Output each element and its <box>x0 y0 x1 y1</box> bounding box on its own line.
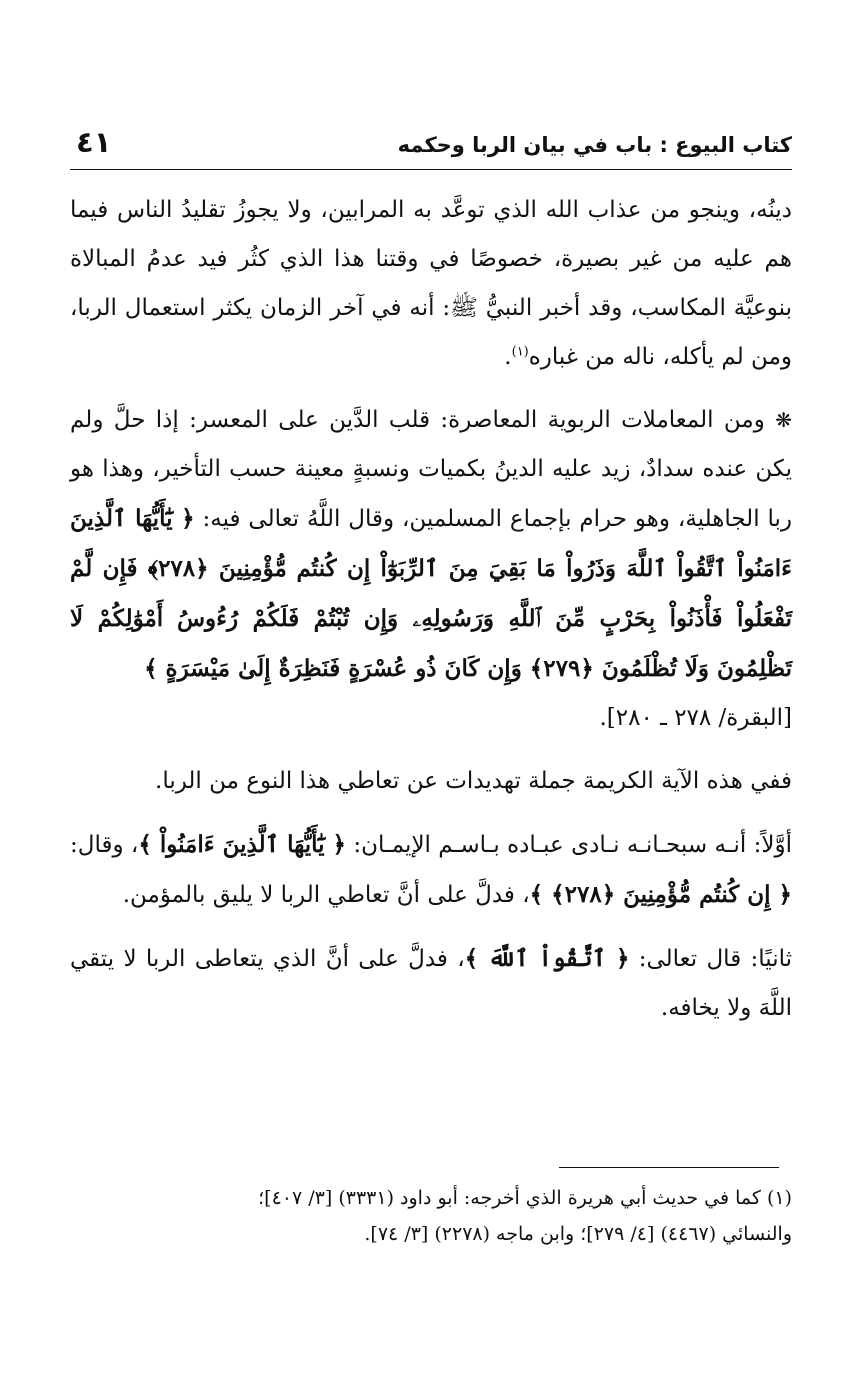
paragraph-2 <box>70 396 792 743</box>
text-line: ، فدلَّ على أنَّ الذي يتعاطى الربا <box>145 946 465 972</box>
text-line: استعمال الربا، ومن لم يأكله، ناله من غباره <box>70 295 792 370</box>
text-line: ، وقال: <box>70 832 139 858</box>
text-line: ومن المعاملات الربوية المعاصرة: قلب الدَّين على المعسر: إذا <box>155 407 765 433</box>
text-line: التأخير، وهذا هو ربا الجاهلية، وهو حرام بإجماع المسلمين، وقال اللَّهُ <box>70 456 793 532</box>
text-end: . <box>504 344 512 370</box>
paragraph-1 <box>70 186 792 382</box>
text-line: دينُه، وينجو من عذاب الله الذي توعَّد به المرابين، ولا يجوزُ تقليدُ الناس <box>116 197 792 223</box>
text-line: لا يتقي اللَّهَ ولا يخافه. <box>70 946 792 1021</box>
paragraph-3 <box>70 757 792 806</box>
footnote-line: (١) كما في حديث أبي هريرة الذي أخرجه: أبو داود (٣٣٣١) [٣/ ٤٠٧]؛ <box>258 1187 792 1209</box>
running-header <box>70 125 792 170</box>
quran-verse: أَمْوَٰلِكُمْ لَا تَظْلِمُونَ وَلَا تُظْلَمُونَ ﴿٢٧٩﴾ وَإِن كَانَ ذُو عُسْرَةٍ فَنَظِرَةٌ إِلَىٰ مَيْسَرَةٍ ﴾ <box>70 605 792 682</box>
footnote-ref[interactable]: (١) <box>511 344 529 360</box>
text-line: ثانيًا: قال تعالى: <box>638 946 793 972</box>
footnotes <box>57 1180 792 1252</box>
text-line: فيما هم عليه من غير بصيرة، خصوصًا في وقتنا هذا الذي كثُر فيد عدمُ <box>70 197 792 272</box>
verse-reference: [البقرة/ ٢٧٨ ـ ٢٨٠]. <box>599 705 792 731</box>
quran-verse: مُّؤْمِنِينَ ﴿٢٧٨﴾ فَإِن لَّمْ تَفْعَلُواْ فَأْذَنُواْ بِحَرْبٍ مِّنَ ٱللَّهِ وَرَسُولِهِۦ وَإِن تُبْتُمْ فَلَكُمْ رُءُوسُ <box>70 555 792 632</box>
text-line: ، فدلَّ على أنَّ تعاطي الربا لا يليق <box>212 882 530 908</box>
quran-verse: ﴿ إِن كُنتُم مُّؤْمِنِينَ ﴿٢٧٨﴾ ﴾ <box>529 881 792 908</box>
quran-verse: ﴿ ٱتَّقُواْ ٱللَّهَ ﴾ <box>464 945 630 972</box>
text-line: المبالاة بنوعيَّة المكاسب، وقد أخبر النبيُّ ﷺ: أنه في آخر الزمان يكثر <box>70 246 792 321</box>
text-line: أوَّلاً: أنـه سبحـانـه نـادى عبـاده بـاسـم الإيمـان: <box>353 832 792 858</box>
text-line: تعالى فيه: <box>202 506 300 532</box>
paragraph-4 <box>70 820 792 920</box>
page <box>70 125 792 1033</box>
text-line: حلَّ ولم يكن عنده سدادٌ، زيد عليه الدينُ بكميات ونسبةٍ معينة حسب <box>70 407 793 482</box>
quran-verse: ﴿ يَٰٓأَيُّهَا ٱلَّذِينَ ءَامَنُواْ ٱتَّقُواْ ٱللَّهَ وَذَرُواْ مَا بَقِيَ مِنَ ٱلرِّبَوٰٓاْ إِن كُنتُم <box>70 505 792 582</box>
text-line: الربا. <box>155 768 202 794</box>
quran-verse: ﴿ يَٰٓأَيُّهَا ٱلَّذِينَ ءَامَنُواْ ﴾ <box>138 831 347 858</box>
text-line: بالمؤمن. <box>122 882 206 908</box>
footnote-divider <box>559 1167 779 1168</box>
header-title: كتاب البيوع : باب في بيان الربا وحكمه <box>397 133 792 157</box>
text-line: ففي هذه الآية الكريمة جملة تهديدات عن تعاطي هذا النوع من <box>209 768 792 794</box>
star-bullet-icon: ❋ <box>775 408 792 432</box>
footnote-line: والنسائي (٤٤٦٧) [٤/ ٢٧٩]؛ وابن ماجه (٢٢٧٨) [٣/ ٧٤]. <box>364 1223 792 1245</box>
paragraph-5 <box>70 934 792 1033</box>
page-number: ٤١ <box>76 125 112 159</box>
